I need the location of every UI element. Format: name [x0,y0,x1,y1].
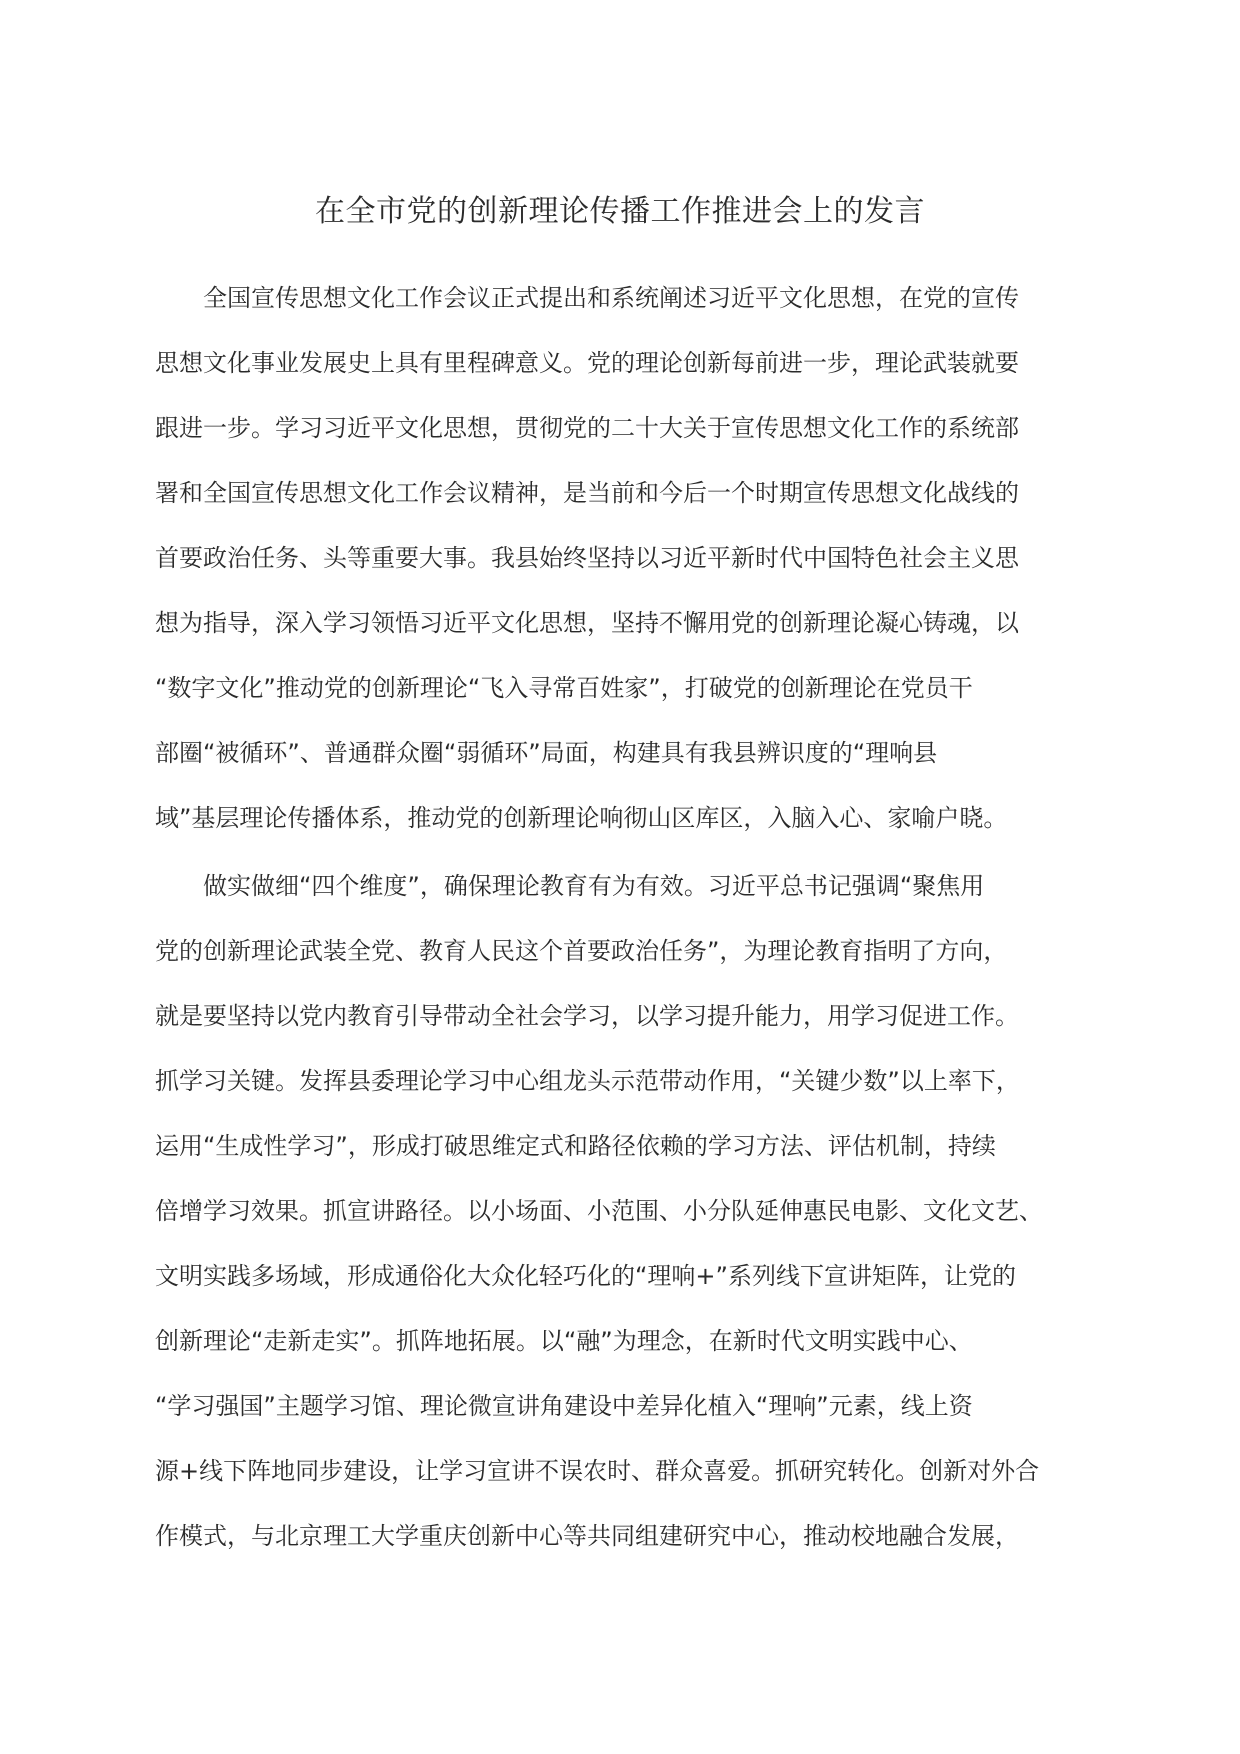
paragraph-line: 就是要坚持以党内教育引导带动全社会学习，以学习提升能力，用学习促进工作。 [155,1002,1019,1030]
document-title: 在全市党的创新理论传播工作推进会上的发言 [315,194,925,229]
paragraph-line: 署和全国宣传思想文化工作会议精神，是当前和今后一个时期宣传思想文化战线的 [155,479,1019,507]
paragraph-line: 跟进一步。学习习近平文化思想，贯彻党的二十大关于宣传思想文化工作的系统部 [155,414,1019,442]
paragraph-line: 全国宣传思想文化工作会议正式提出和系统阐述习近平文化思想，在党的宣传 [203,284,1019,312]
paragraph-line: 党的创新理论武装全党、教育人民这个首要政治任务”，为理论教育指明了方向， [155,937,1008,965]
paragraph-line: 文明实践多场域，形成通俗化大众化轻巧化的“理响+”系列线下宣讲矩阵，让党的 [155,1262,1016,1290]
paragraph-line: 抓学习关键。发挥县委理论学习中心组龙头示范带动作用，“关键少数”以上率下， [155,1067,1020,1095]
paragraph-line: 倍增学习效果。抓宣讲路径。以小场面、小范围、小分队延伸惠民电影、文化文艺、 [155,1197,1043,1225]
paragraph-line: 部圈“被循环”、普通群众圈“弱循环”局面，构建具有我县辨识度的“理响县 [155,739,938,767]
paragraph-line: 思想文化事业发展史上具有里程碑意义。党的理论创新每前进一步，理论武装就要 [155,349,1019,377]
document-body [155,266,1085,1569]
paragraph-line: 做实做细“四个维度”，确保理论教育有为有效。习近平总书记强调“聚焦用 [203,872,985,900]
paragraph-1 [155,266,1085,851]
paragraph-line: “学习强国”主题学习馆、理论微宣讲角建设中差异化植入“理响”元素，线上资 [155,1392,973,1420]
paragraph-line: “数字文化”推动党的创新理论“飞入寻常百姓家”，打破党的创新理论在党员干 [155,674,973,702]
paragraph-line: 源+线下阵地同步建设，让学习宣讲不误农时、群众喜爱。抓研究转化。创新对外合 [155,1457,1040,1485]
paragraph-line: 作模式，与北京理工大学重庆创新中心等共同组建研究中心，推动校地融合发展， [155,1522,1019,1550]
paragraph-line: 运用“生成性学习”，形成打破思维定式和路径依赖的学习方法、评估机制，持续 [155,1132,996,1160]
paragraph-line: 域”基层理论传播体系，推动党的创新理论响彻山区库区，入脑入心、家喻户晓。 [155,804,1008,832]
paragraph-line: 创新理论“走新走实”。抓阵地拓展。以“融”为理念，在新时代文明实践中心、 [155,1327,973,1355]
paragraph-line: 首要政治任务、头等重要大事。我县始终坚持以习近平新时代中国特色社会主义思 [155,544,1019,572]
paragraph-2 [155,854,1085,1569]
paragraph-line: 想为指导，深入学习领悟习近平文化思想，坚持不懈用党的创新理论凝心铸魂，以 [155,609,1019,637]
